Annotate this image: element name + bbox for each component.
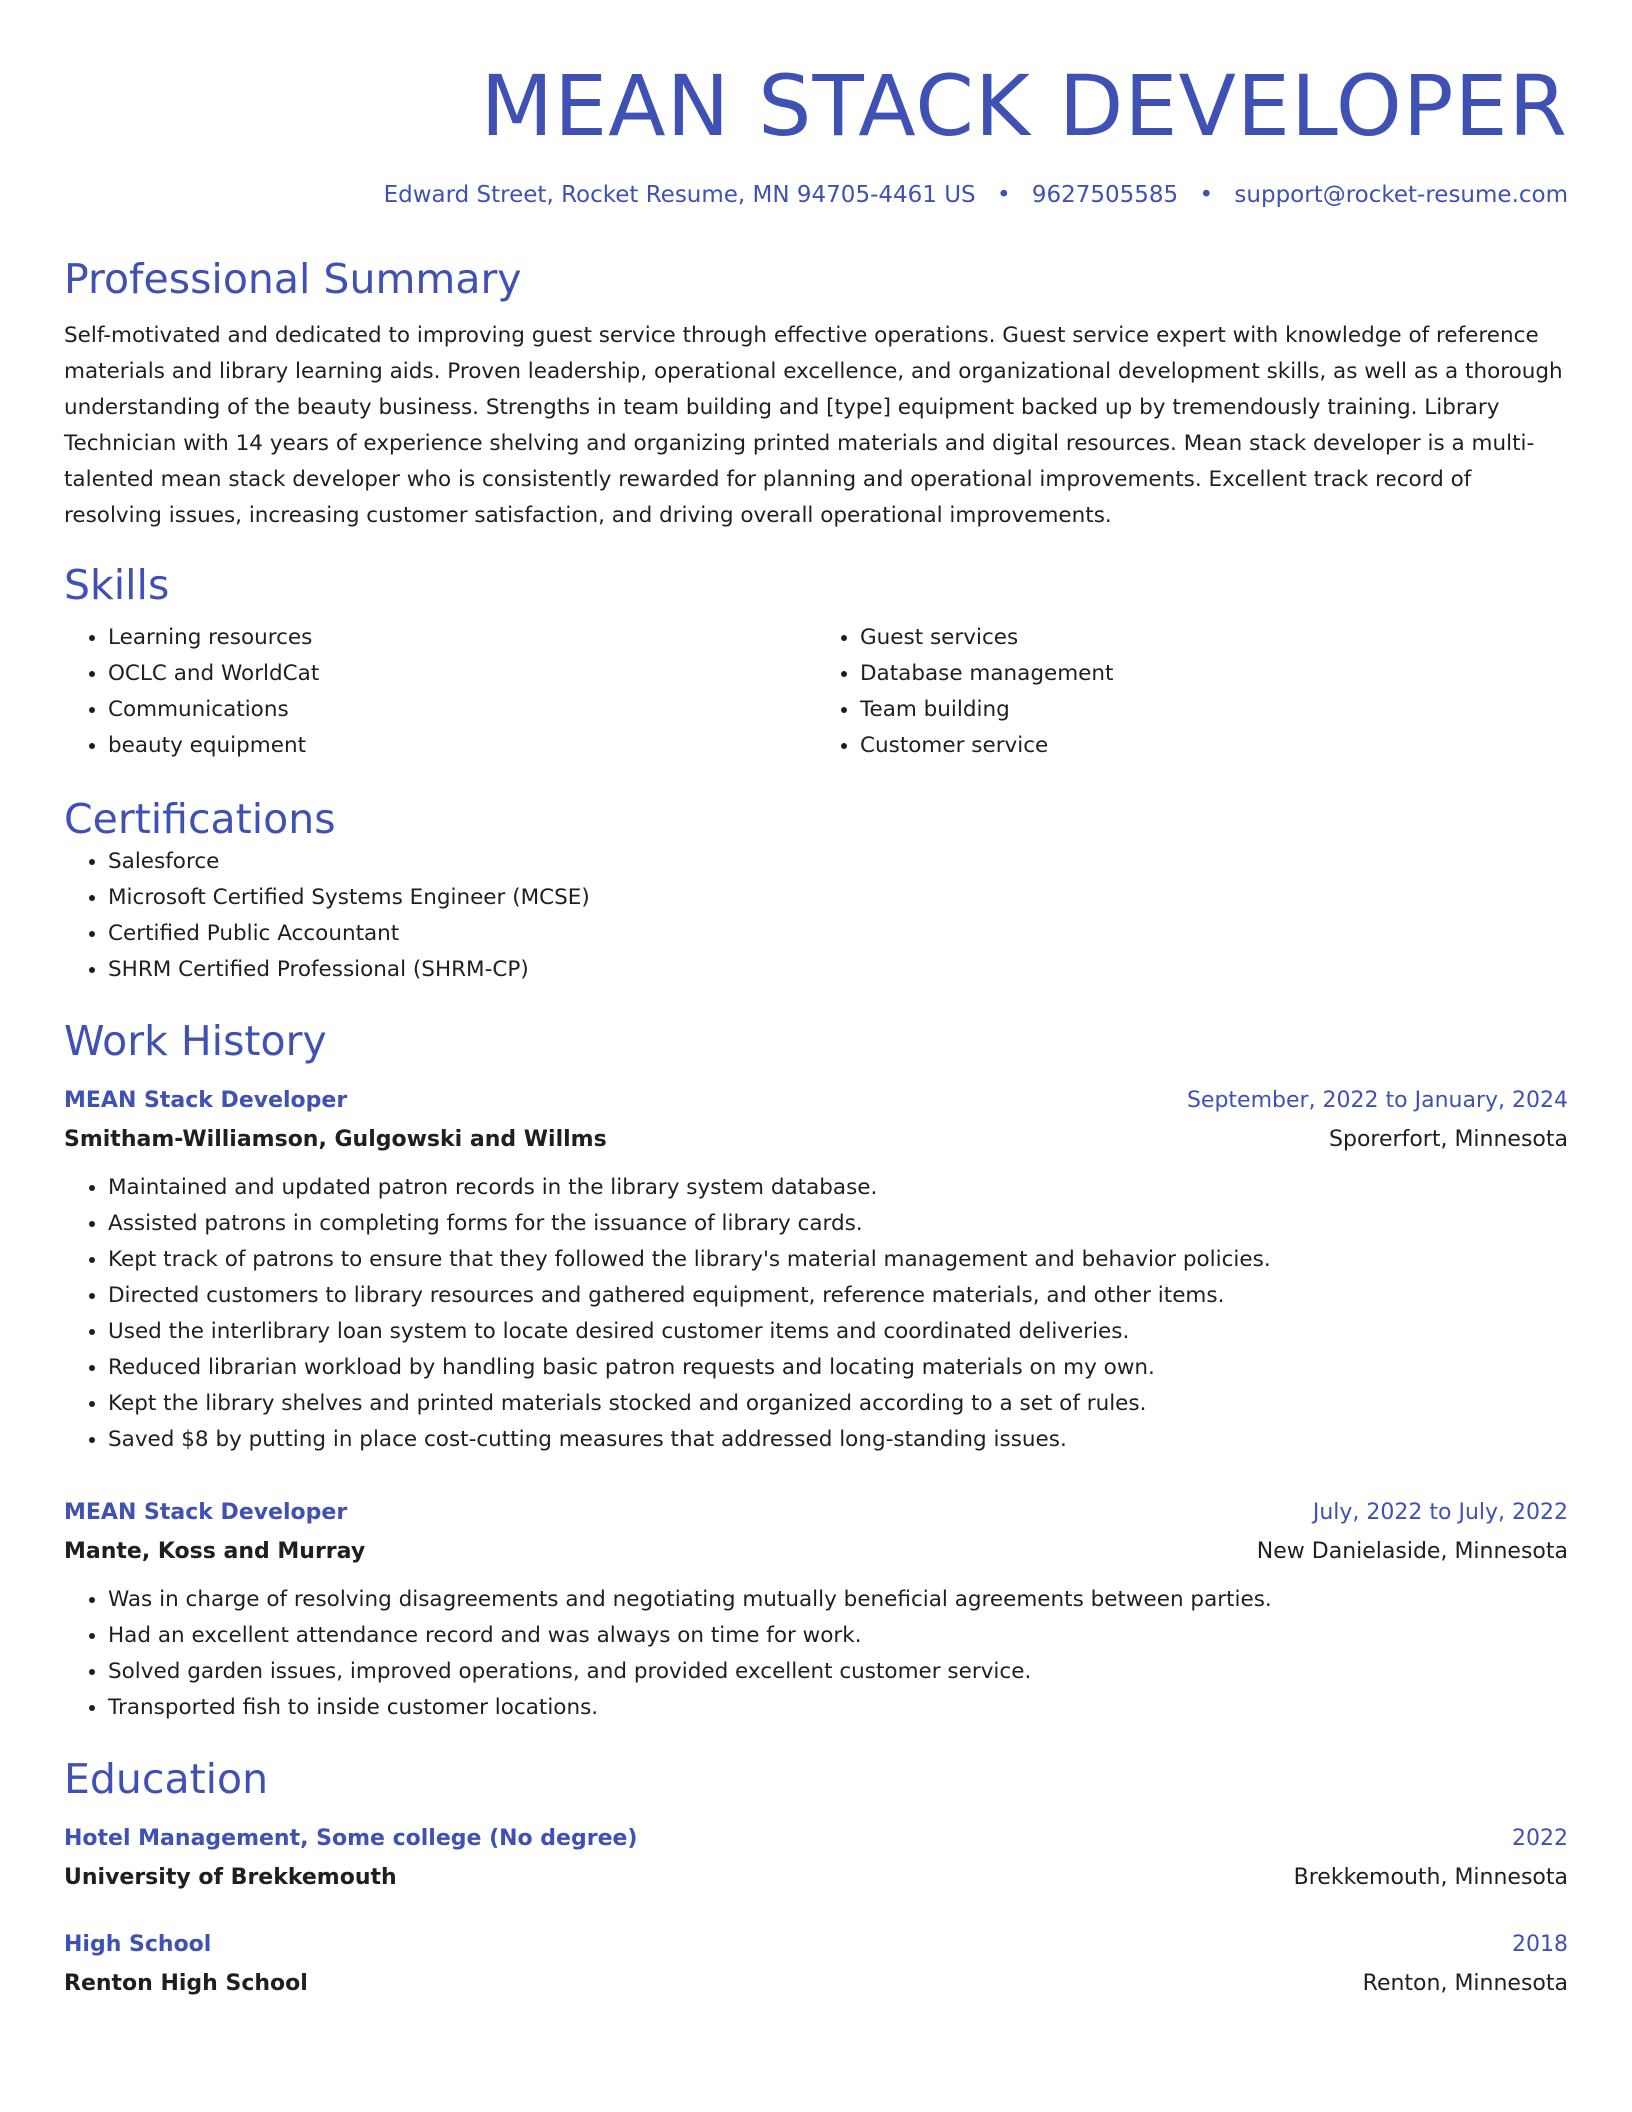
job-role: MEAN Stack Developer bbox=[64, 1088, 348, 1113]
job-bullet: • Reduced librarian workload by handling basic patron requests and locating materials on my own. bbox=[108, 1350, 1568, 1386]
education-school-row bbox=[64, 1858, 1568, 1898]
certification-item: • Microsoft Certified Systems Engineer (MCSE) bbox=[108, 880, 1568, 916]
job-dates: July, 2022 to July, 2022 bbox=[1312, 1500, 1568, 1525]
job-bullet: • Solved garden issues, improved operations, and provided excellent customer service. bbox=[108, 1654, 1568, 1690]
education-degree: Hotel Management, Some college (No degree) bbox=[64, 1826, 638, 1851]
job-bullet: • Was in charge of resolving disagreements and negotiating mutually beneficial agreements between parties. bbox=[108, 1582, 1568, 1618]
skill-item: • OCLC and WorldCat bbox=[108, 656, 816, 692]
job-bullet: • Maintained and updated patron records in the library system database. bbox=[108, 1170, 1568, 1206]
separator-dot: • bbox=[996, 182, 1011, 208]
certification-item: • SHRM Certified Professional (SHRM-CP) bbox=[108, 952, 1568, 988]
skills-list-left bbox=[64, 620, 816, 764]
address-text: Edward Street, Rocket Resume, MN 94705-4461 US bbox=[383, 182, 976, 208]
section-title-work-history: Work History bbox=[64, 1017, 327, 1065]
education-section bbox=[64, 1754, 1568, 2004]
job-header-row bbox=[64, 1082, 1568, 1120]
section-title-education: Education bbox=[64, 1755, 269, 1803]
skill-item: • Guest services bbox=[860, 620, 1568, 656]
job-bullet: • Assisted patrons in completing forms for the issuance of library cards. bbox=[108, 1206, 1568, 1242]
education-degree: High School bbox=[64, 1932, 212, 1957]
education-location: Brekkemouth, Minnesota bbox=[1293, 1865, 1568, 1890]
skill-item: • Communications bbox=[108, 692, 816, 728]
job-header-row bbox=[64, 1494, 1568, 1532]
section-title-certifications: Certifications bbox=[64, 795, 336, 843]
job-company: Mante, Koss and Murray bbox=[64, 1539, 366, 1564]
job-role: MEAN Stack Developer bbox=[64, 1500, 348, 1525]
education-school-row bbox=[64, 1964, 1568, 2004]
certification-item: • Certified Public Accountant bbox=[108, 916, 1568, 952]
resume-header bbox=[64, 56, 1568, 210]
job-company: Smitham-Williamson, Gulgowski and Willms bbox=[64, 1127, 607, 1152]
skills-section bbox=[64, 560, 1568, 764]
job-location: Sporerfort, Minnesota bbox=[1329, 1127, 1568, 1152]
education-school: Renton High School bbox=[64, 1971, 308, 1996]
phone-text: 9627505585 bbox=[1031, 182, 1179, 208]
skill-item: • Database management bbox=[860, 656, 1568, 692]
summary-text: Self-motivated and dedicated to improving guest service through effective operations. Guest service expert with knowledge of reference materials and library learning aids. Proven leadership, operational excellence, and organizational development skills, as well as a thorough understanding of the beauty business. Strengths in team building and [type] equipment backed up by tremendously training. Library Technician with 14 years of experience shelving and organizing printed materials and digital resources. Mean stack developer is a multi-talented mean stack developer who is consistently rewarded for planning and operational improvements. Excellent track record of resolving issues, increasing customer satisfaction, and driving overall operational improvements. bbox=[64, 323, 1563, 528]
skills-list-right bbox=[816, 620, 1568, 764]
education-year: 2018 bbox=[1512, 1932, 1568, 1957]
certifications-list bbox=[64, 844, 1568, 988]
job-bullet: • Kept the library shelves and printed materials stocked and organized according to a set of rules. bbox=[108, 1386, 1568, 1422]
certifications-section bbox=[64, 794, 1568, 988]
skill-item: • Team building bbox=[860, 692, 1568, 728]
contact-line bbox=[64, 180, 1568, 210]
email-link[interactable]: support@rocket-resume.com bbox=[1234, 182, 1568, 208]
job-location: New Danielaside, Minnesota bbox=[1256, 1539, 1568, 1564]
certification-item: • Salesforce bbox=[108, 844, 1568, 880]
education-entry bbox=[64, 1820, 1568, 1898]
separator-dot: • bbox=[1199, 182, 1214, 208]
job-company-row bbox=[64, 1532, 1568, 1572]
job-bullet: • Kept track of patrons to ensure that they followed the library's material management and behavior policies. bbox=[108, 1242, 1568, 1278]
section-title-summary: Professional Summary bbox=[64, 255, 522, 303]
work-history-section bbox=[64, 1016, 1568, 1726]
resume-title: MEAN STACK DEVELOPER bbox=[480, 57, 1568, 155]
job-bullet: • Used the interlibrary loan system to locate desired customer items and coordinated deliveries. bbox=[108, 1314, 1568, 1350]
job-bullets bbox=[64, 1582, 1568, 1726]
education-header-row bbox=[64, 1926, 1568, 1964]
job-entry bbox=[64, 1494, 1568, 1726]
summary-section bbox=[64, 254, 1568, 534]
job-dates: September, 2022 to January, 2024 bbox=[1186, 1088, 1568, 1113]
skill-item: • Learning resources bbox=[108, 620, 816, 656]
job-bullet: • Had an excellent attendance record and was always on time for work. bbox=[108, 1618, 1568, 1654]
education-school: University of Brekkemouth bbox=[64, 1865, 397, 1890]
education-location: Renton, Minnesota bbox=[1362, 1971, 1568, 1996]
skill-item: • beauty equipment bbox=[108, 728, 816, 764]
education-entry bbox=[64, 1926, 1568, 2004]
job-bullets bbox=[64, 1170, 1568, 1458]
education-year: 2022 bbox=[1512, 1826, 1568, 1851]
job-bullet: • Saved $8 by putting in place cost-cutting measures that addressed long-standing issues. bbox=[108, 1422, 1568, 1458]
job-bullet: • Directed customers to library resources and gathered equipment, reference materials, and other items. bbox=[108, 1278, 1568, 1314]
education-header-row bbox=[64, 1820, 1568, 1858]
job-entry bbox=[64, 1082, 1568, 1458]
skills-grid bbox=[64, 620, 1568, 764]
skill-item: • Customer service bbox=[860, 728, 1568, 764]
section-title-skills: Skills bbox=[64, 561, 170, 609]
job-company-row bbox=[64, 1120, 1568, 1160]
job-bullet: • Transported fish to inside customer locations. bbox=[108, 1690, 1568, 1726]
